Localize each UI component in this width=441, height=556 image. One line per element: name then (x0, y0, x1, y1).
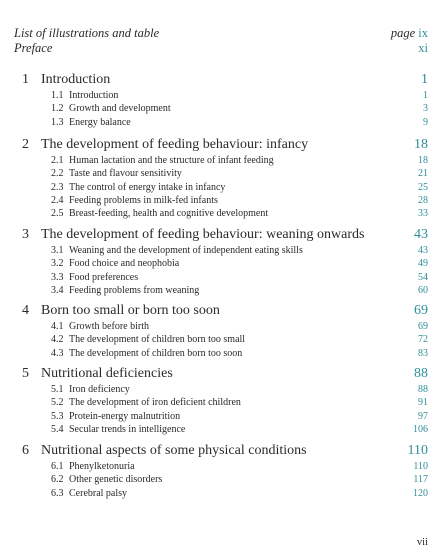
page-folio: vii (416, 537, 428, 548)
section-title: The development of iron deficient children (69, 397, 241, 409)
page-number: 49 (418, 258, 428, 270)
section-number: 1.1 (51, 90, 64, 101)
chapter-number: 4 (22, 303, 29, 318)
section-number: 2.3 (51, 181, 64, 193)
page-number: xi (418, 41, 428, 55)
section-title: The development of children born too soon (69, 347, 243, 359)
page-number: 120 (413, 487, 428, 499)
section-number: 5.3 (51, 410, 64, 422)
page-number: 117 (413, 474, 428, 486)
page-prefix: page (390, 26, 416, 40)
section-title: Cerebral palsy (69, 487, 128, 499)
section-title: Breast-feeding, health and cognitive development (69, 208, 269, 220)
page-number: 9 (423, 116, 428, 128)
page-number: 91 (418, 397, 428, 409)
section-number: 3.2 (51, 258, 64, 270)
section-number: 5.2 (51, 397, 64, 409)
page-number: 43 (418, 245, 428, 256)
section-number: 6.3 (51, 487, 64, 499)
section-number: 4.3 (51, 347, 64, 359)
page-number: 72 (418, 334, 428, 346)
page-number: 18 (418, 155, 428, 166)
page-number: 33 (418, 208, 428, 220)
section-number: 2.5 (51, 208, 64, 220)
chapter-title: The development of feeding behaviour: infancy (41, 137, 309, 152)
section-title: Taste and flavour sensitivity (69, 168, 182, 180)
section-title: Other genetic disorders (69, 474, 163, 486)
section-title: Food preferences (69, 271, 139, 283)
section-title: Secular trends in intelligence (69, 423, 186, 435)
front-matter-title: List of illustrations and table (14, 26, 160, 40)
chapter-title: Introduction (41, 72, 111, 87)
page-number: 60 (418, 284, 428, 296)
section-number: 2.1 (51, 155, 64, 166)
section-title: Energy balance (69, 116, 131, 128)
page-number: 1 (421, 72, 428, 87)
section-title: Feeding problems in milk-fed infants (69, 194, 218, 206)
page-number: 3 (423, 103, 428, 115)
section-title: Growth before birth (69, 321, 149, 332)
section-title: Human lactation and the structure of infant feeding (69, 155, 274, 166)
section-title: The development of children born too small (69, 334, 246, 346)
section-number: 1.2 (51, 103, 64, 115)
chapter-number: 6 (22, 443, 29, 458)
page-number: 28 (418, 194, 428, 206)
page-number: 25 (418, 181, 428, 193)
section-title: Introduction (69, 90, 119, 101)
page-number: 88 (414, 366, 428, 381)
page-number: 69 (414, 303, 428, 318)
page-number: 110 (413, 461, 428, 472)
chapter-title: Nutritional deficiencies (41, 366, 173, 381)
section-title: Food choice and neophobia (69, 258, 180, 270)
chapter-number: 1 (22, 72, 29, 87)
chapter-title: Born too small or born too soon (41, 303, 220, 318)
section-title: Weaning and the development of independent eating skills (69, 245, 303, 256)
page-number: 106 (413, 423, 428, 435)
section-number: 6.1 (51, 461, 64, 472)
page-number: 21 (418, 168, 428, 180)
front-matter-entry[interactable] (14, 41, 428, 56)
page-number: 69 (418, 321, 428, 332)
page-number: 43 (414, 227, 428, 242)
chapter-number: 2 (22, 137, 29, 152)
page-number: 54 (418, 271, 428, 283)
chapter-number: 5 (22, 366, 29, 381)
chapter-number: 3 (22, 227, 29, 242)
section-number: 5.4 (51, 423, 64, 435)
front-matter-entry[interactable] (14, 26, 428, 41)
section-number: 1.3 (51, 116, 64, 128)
section-number: 3.3 (51, 271, 64, 283)
section-title: Growth and development (69, 103, 171, 115)
section-title: Phenylketonuria (69, 461, 135, 472)
page-number: ix (418, 26, 428, 40)
section-title: Feeding problems from weaning (69, 284, 200, 296)
section-number: 2.2 (51, 168, 64, 180)
page-number: 110 (407, 443, 428, 458)
section-number: 4.2 (51, 334, 64, 346)
chapter-title: The development of feeding behaviour: weaning onwards (41, 227, 365, 242)
section-number: 3.4 (51, 284, 64, 296)
section-number: 3.1 (51, 245, 64, 256)
page-number: 18 (414, 137, 428, 152)
section-title: Protein-energy malnutrition (69, 410, 181, 422)
page-number: 1 (423, 90, 428, 101)
page-number: 97 (418, 410, 428, 422)
section-number: 6.2 (51, 474, 64, 486)
section-number: 4.1 (51, 321, 64, 332)
front-matter-title: Preface (14, 41, 53, 55)
chapter-title: Nutritional aspects of some physical conditions (41, 443, 307, 458)
page-number: 83 (418, 347, 428, 359)
page-number: 88 (418, 384, 428, 395)
section-title: Iron deficiency (69, 384, 130, 395)
section-number: 2.4 (51, 194, 64, 206)
section-number: 5.1 (51, 384, 64, 395)
section-title: The control of energy intake in infancy (69, 181, 226, 193)
